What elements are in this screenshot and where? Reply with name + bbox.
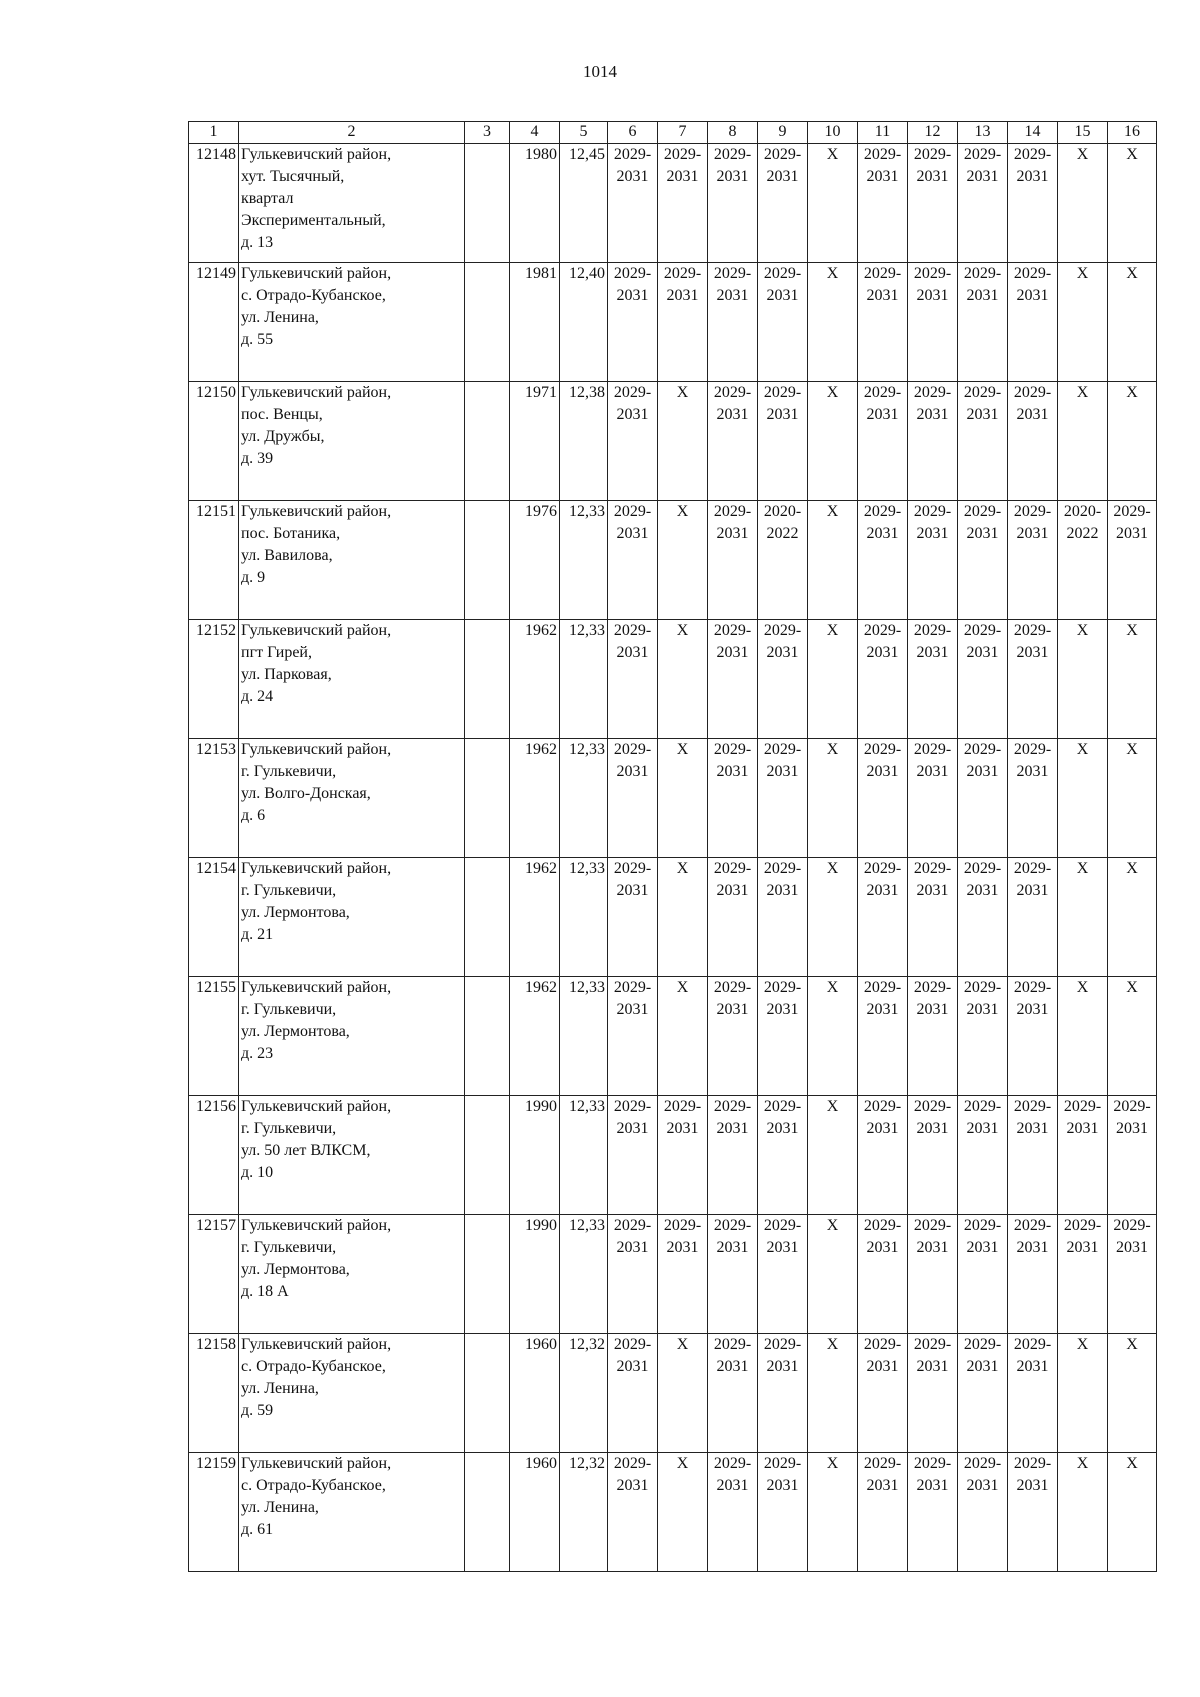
period-cell-c14: 2029- 2031 — [1008, 620, 1058, 739]
period-cell-c12: 2029- 2031 — [908, 1453, 958, 1572]
period-cell-c15: Х — [1058, 739, 1108, 858]
period-cell-c16: Х — [1108, 263, 1157, 382]
period-cell-c11: 2029- 2031 — [858, 501, 908, 620]
table-row — [189, 1096, 1157, 1215]
empty-cell — [465, 1334, 510, 1453]
year-cell: 1960 — [510, 1453, 560, 1572]
period-cell-c11: 2029- 2031 — [858, 382, 908, 501]
period-cell-c8: 2029- 2031 — [708, 1215, 758, 1334]
address-line: с. Отрадо-Кубанское, — [241, 1477, 386, 1494]
period-cell-c9: 2029- 2031 — [758, 1334, 808, 1453]
empty-cell — [465, 263, 510, 382]
address-cell — [239, 858, 465, 977]
address-line: Гулькевичский район, — [241, 265, 392, 282]
address-line: Гулькевичский район, — [241, 1098, 392, 1115]
period-cell-c10: Х — [808, 739, 858, 858]
period-cell-c11: 2029- 2031 — [858, 858, 908, 977]
period-cell-c6: 2029- 2031 — [608, 1334, 658, 1453]
period-cell-c15: Х — [1058, 263, 1108, 382]
period-cell-c6: 2029- 2031 — [608, 858, 658, 977]
period-cell-c6: 2029- 2031 — [608, 1096, 658, 1215]
value-cell: 12,33 — [560, 977, 608, 1096]
period-cell-c15: Х — [1058, 382, 1108, 501]
column-header-14: 14 — [1008, 122, 1058, 144]
column-header-2: 2 — [239, 122, 465, 144]
address-line: Гулькевичский район, — [241, 384, 392, 401]
address-line: ул. Вавилова, — [241, 547, 333, 564]
period-cell-c13: 2029- 2031 — [958, 1334, 1008, 1453]
address-cell — [239, 382, 465, 501]
address-line: г. Гулькевичи, — [241, 1239, 337, 1256]
period-cell-c11: 2029- 2031 — [858, 144, 908, 263]
year-cell: 1960 — [510, 1334, 560, 1453]
period-cell-c13: 2029- 2031 — [958, 1453, 1008, 1572]
column-header-10: 10 — [808, 122, 858, 144]
empty-cell — [465, 977, 510, 1096]
period-cell-c13: 2029- 2031 — [958, 1215, 1008, 1334]
record-number: 12152 — [189, 620, 239, 739]
period-cell-c15: Х — [1058, 858, 1108, 977]
record-number: 12151 — [189, 501, 239, 620]
column-header-4: 4 — [510, 122, 560, 144]
period-cell-c10: Х — [808, 501, 858, 620]
table-row — [189, 263, 1157, 382]
period-cell-c9: 2029- 2031 — [758, 739, 808, 858]
column-header-7: 7 — [658, 122, 708, 144]
period-cell-c14: 2029- 2031 — [1008, 1453, 1058, 1572]
period-cell-c10: Х — [808, 1215, 858, 1334]
year-cell: 1962 — [510, 858, 560, 977]
period-cell-c11: 2029- 2031 — [858, 620, 908, 739]
address-line: ул. Волго-Донская, — [241, 785, 371, 802]
period-cell-c7: 2029- 2031 — [658, 263, 708, 382]
empty-cell — [465, 144, 510, 263]
address-line: г. Гулькевичи, — [241, 1120, 337, 1137]
record-number: 12156 — [189, 1096, 239, 1215]
year-cell: 1971 — [510, 382, 560, 501]
period-cell-c14: 2029- 2031 — [1008, 263, 1058, 382]
period-cell-c14: 2029- 2031 — [1008, 1215, 1058, 1334]
period-cell-c9: 2029- 2031 — [758, 1215, 808, 1334]
address-cell — [239, 501, 465, 620]
period-cell-c9: 2029- 2031 — [758, 1096, 808, 1215]
period-cell-c12: 2029- 2031 — [908, 501, 958, 620]
period-cell-c10: Х — [808, 1453, 858, 1572]
value-cell: 12,38 — [560, 382, 608, 501]
period-cell-c8: 2029- 2031 — [708, 1453, 758, 1572]
empty-cell — [465, 739, 510, 858]
period-cell-c11: 2029- 2031 — [858, 1453, 908, 1572]
period-cell-c12: 2029- 2031 — [908, 263, 958, 382]
address-line: хут. Тысячный, — [241, 168, 345, 185]
period-cell-c9: 2029- 2031 — [758, 620, 808, 739]
value-cell: 12,33 — [560, 1215, 608, 1334]
period-cell-c7: Х — [658, 382, 708, 501]
year-cell: 1976 — [510, 501, 560, 620]
period-cell-c9: 2029- 2031 — [758, 382, 808, 501]
period-cell-c7: 2029- 2031 — [658, 144, 708, 263]
period-cell-c8: 2029- 2031 — [708, 501, 758, 620]
period-cell-c16: Х — [1108, 739, 1157, 858]
record-number: 12153 — [189, 739, 239, 858]
column-header-12: 12 — [908, 122, 958, 144]
period-cell-c14: 2029- 2031 — [1008, 858, 1058, 977]
period-cell-c6: 2029- 2031 — [608, 620, 658, 739]
empty-cell — [465, 382, 510, 501]
table-row — [189, 501, 1157, 620]
address-line: д. 61 — [241, 1521, 274, 1538]
year-cell: 1990 — [510, 1096, 560, 1215]
column-header-5: 5 — [560, 122, 608, 144]
record-number: 12150 — [189, 382, 239, 501]
column-header-11: 11 — [858, 122, 908, 144]
column-header-6: 6 — [608, 122, 658, 144]
period-cell-c13: 2029- 2031 — [958, 858, 1008, 977]
column-header-13: 13 — [958, 122, 1008, 144]
period-cell-c12: 2029- 2031 — [908, 1096, 958, 1215]
period-cell-c15: 2020- 2022 — [1058, 501, 1108, 620]
period-cell-c10: Х — [808, 263, 858, 382]
value-cell: 12,33 — [560, 739, 608, 858]
address-line: пос. Венцы, — [241, 406, 323, 423]
period-cell-c16: 2029- 2031 — [1108, 501, 1157, 620]
period-cell-c14: 2029- 2031 — [1008, 144, 1058, 263]
period-cell-c6: 2029- 2031 — [608, 739, 658, 858]
period-cell-c16: Х — [1108, 1453, 1157, 1572]
value-cell: 12,32 — [560, 1334, 608, 1453]
period-cell-c6: 2029- 2031 — [608, 144, 658, 263]
value-cell: 12,33 — [560, 620, 608, 739]
period-cell-c13: 2029- 2031 — [958, 739, 1008, 858]
period-cell-c7: Х — [658, 1453, 708, 1572]
period-cell-c8: 2029- 2031 — [708, 1096, 758, 1215]
address-line: д. 9 — [241, 569, 266, 586]
period-cell-c12: 2029- 2031 — [908, 1215, 958, 1334]
value-cell: 12,45 — [560, 144, 608, 263]
period-cell-c12: 2029- 2031 — [908, 1334, 958, 1453]
address-line: г. Гулькевичи, — [241, 882, 337, 899]
period-cell-c13: 2029- 2031 — [958, 977, 1008, 1096]
period-cell-c8: 2029- 2031 — [708, 620, 758, 739]
value-cell: 12,40 — [560, 263, 608, 382]
record-number: 12154 — [189, 858, 239, 977]
address-cell — [239, 1215, 465, 1334]
column-header-9: 9 — [758, 122, 808, 144]
period-cell-c10: Х — [808, 977, 858, 1096]
address-line: пос. Ботаника, — [241, 525, 341, 542]
column-header-1: 1 — [189, 122, 239, 144]
period-cell-c16: Х — [1108, 858, 1157, 977]
period-cell-c15: Х — [1058, 144, 1108, 263]
address-line: Гулькевичский район, — [241, 503, 392, 520]
address-line: д. 6 — [241, 807, 266, 824]
address-line: Гулькевичский район, — [241, 1217, 392, 1234]
record-number: 12158 — [189, 1334, 239, 1453]
period-cell-c8: 2029- 2031 — [708, 144, 758, 263]
address-cell — [239, 739, 465, 858]
period-cell-c11: 2029- 2031 — [858, 1334, 908, 1453]
address-line: ул. Лермонтова, — [241, 1023, 350, 1040]
address-line: ул. Ленина, — [241, 1380, 319, 1397]
address-line: Экспериментальный, — [241, 212, 386, 229]
period-cell-c15: Х — [1058, 977, 1108, 1096]
year-cell: 1990 — [510, 1215, 560, 1334]
period-cell-c12: 2029- 2031 — [908, 858, 958, 977]
address-line: Гулькевичский район, — [241, 1455, 392, 1472]
period-cell-c13: 2029- 2031 — [958, 620, 1008, 739]
address-line: ул. Ленина, — [241, 1499, 319, 1516]
table-row — [189, 1453, 1157, 1572]
period-cell-c15: 2029- 2031 — [1058, 1215, 1108, 1334]
period-cell-c11: 2029- 2031 — [858, 263, 908, 382]
period-cell-c7: Х — [658, 501, 708, 620]
period-cell-c13: 2029- 2031 — [958, 144, 1008, 263]
table-row — [189, 1334, 1157, 1453]
address-line: Гулькевичский район, — [241, 741, 392, 758]
address-line: г. Гулькевичи, — [241, 1001, 337, 1018]
period-cell-c7: Х — [658, 977, 708, 1096]
period-cell-c12: 2029- 2031 — [908, 620, 958, 739]
address-line: д. 59 — [241, 1402, 274, 1419]
period-cell-c7: Х — [658, 1334, 708, 1453]
empty-cell — [465, 1215, 510, 1334]
period-cell-c9: 2029- 2031 — [758, 144, 808, 263]
empty-cell — [465, 501, 510, 620]
period-cell-c9: 2029- 2031 — [758, 1453, 808, 1572]
period-cell-c10: Х — [808, 858, 858, 977]
period-cell-c10: Х — [808, 620, 858, 739]
address-line: Гулькевичский район, — [241, 146, 392, 163]
period-cell-c14: 2029- 2031 — [1008, 739, 1058, 858]
address-cell — [239, 1334, 465, 1453]
period-cell-c12: 2029- 2031 — [908, 977, 958, 1096]
period-cell-c11: 2029- 2031 — [858, 739, 908, 858]
record-number: 12149 — [189, 263, 239, 382]
period-cell-c9: 2029- 2031 — [758, 858, 808, 977]
address-line: д. 18 А — [241, 1283, 289, 1300]
period-cell-c12: 2029- 2031 — [908, 382, 958, 501]
address-line: д. 39 — [241, 450, 274, 467]
period-cell-c7: Х — [658, 858, 708, 977]
period-cell-c8: 2029- 2031 — [708, 977, 758, 1096]
period-cell-c10: Х — [808, 1096, 858, 1215]
period-cell-c14: 2029- 2031 — [1008, 1096, 1058, 1215]
period-cell-c6: 2029- 2031 — [608, 1453, 658, 1572]
empty-cell — [465, 620, 510, 739]
period-cell-c16: 2029- 2031 — [1108, 1215, 1157, 1334]
period-cell-c14: 2029- 2031 — [1008, 1334, 1058, 1453]
value-cell: 12,32 — [560, 1453, 608, 1572]
period-cell-c14: 2029- 2031 — [1008, 501, 1058, 620]
period-cell-c6: 2029- 2031 — [608, 263, 658, 382]
record-number: 12157 — [189, 1215, 239, 1334]
address-line: пгт Гирей, — [241, 644, 312, 661]
period-cell-c7: Х — [658, 739, 708, 858]
year-cell: 1962 — [510, 977, 560, 1096]
header-row — [189, 122, 1157, 144]
period-cell-c16: 2029- 2031 — [1108, 1096, 1157, 1215]
period-cell-c9: 2029- 2031 — [758, 977, 808, 1096]
year-cell: 1962 — [510, 620, 560, 739]
address-line: Гулькевичский район, — [241, 860, 392, 877]
housing-register-table — [188, 121, 1157, 1572]
period-cell-c10: Х — [808, 144, 858, 263]
address-line: ул. Парковая, — [241, 666, 332, 683]
period-cell-c7: 2029- 2031 — [658, 1096, 708, 1215]
address-line: Гулькевичский район, — [241, 622, 392, 639]
address-line: ул. 50 лет ВЛКСМ, — [241, 1142, 371, 1159]
value-cell: 12,33 — [560, 501, 608, 620]
empty-cell — [465, 1096, 510, 1215]
address-cell — [239, 1096, 465, 1215]
address-line: д. 13 — [241, 234, 274, 251]
period-cell-c9: 2020- 2022 — [758, 501, 808, 620]
year-cell: 1962 — [510, 739, 560, 858]
period-cell-c10: Х — [808, 382, 858, 501]
record-number: 12148 — [189, 144, 239, 263]
address-line: д. 21 — [241, 926, 274, 943]
period-cell-c11: 2029- 2031 — [858, 1096, 908, 1215]
address-cell — [239, 263, 465, 382]
period-cell-c8: 2029- 2031 — [708, 1334, 758, 1453]
period-cell-c9: 2029- 2031 — [758, 263, 808, 382]
period-cell-c8: 2029- 2031 — [708, 382, 758, 501]
address-line: ул. Ленина, — [241, 309, 319, 326]
table-row — [189, 620, 1157, 739]
period-cell-c15: 2029- 2031 — [1058, 1096, 1108, 1215]
address-line: д. 24 — [241, 688, 274, 705]
address-line: квартал — [241, 190, 294, 207]
period-cell-c7: 2029- 2031 — [658, 1215, 708, 1334]
record-number: 12159 — [189, 1453, 239, 1572]
table-row — [189, 739, 1157, 858]
period-cell-c6: 2029- 2031 — [608, 382, 658, 501]
period-cell-c16: Х — [1108, 977, 1157, 1096]
period-cell-c8: 2029- 2031 — [708, 263, 758, 382]
address-line: ул. Лермонтова, — [241, 904, 350, 921]
period-cell-c13: 2029- 2031 — [958, 501, 1008, 620]
table-row — [189, 144, 1157, 263]
period-cell-c12: 2029- 2031 — [908, 739, 958, 858]
address-line: Гулькевичский район, — [241, 1336, 392, 1353]
period-cell-c15: Х — [1058, 1453, 1108, 1572]
column-header-8: 8 — [708, 122, 758, 144]
year-cell: 1980 — [510, 144, 560, 263]
period-cell-c10: Х — [808, 1334, 858, 1453]
address-line: с. Отрадо-Кубанское, — [241, 287, 386, 304]
period-cell-c16: Х — [1108, 1334, 1157, 1453]
period-cell-c12: 2029- 2031 — [908, 144, 958, 263]
address-cell — [239, 620, 465, 739]
table-row — [189, 382, 1157, 501]
table-row — [189, 858, 1157, 977]
address-line: д. 23 — [241, 1045, 274, 1062]
period-cell-c6: 2029- 2031 — [608, 501, 658, 620]
period-cell-c15: Х — [1058, 1334, 1108, 1453]
period-cell-c15: Х — [1058, 620, 1108, 739]
address-line: д. 55 — [241, 331, 274, 348]
column-header-15: 15 — [1058, 122, 1108, 144]
period-cell-c13: 2029- 2031 — [958, 1096, 1008, 1215]
period-cell-c6: 2029- 2031 — [608, 977, 658, 1096]
address-line: г. Гулькевичи, — [241, 763, 337, 780]
empty-cell — [465, 1453, 510, 1572]
value-cell: 12,33 — [560, 1096, 608, 1215]
address-cell — [239, 1453, 465, 1572]
empty-cell — [465, 858, 510, 977]
table-row — [189, 977, 1157, 1096]
address-line: д. 10 — [241, 1164, 274, 1181]
column-header-3: 3 — [465, 122, 510, 144]
address-line: с. Отрадо-Кубанское, — [241, 1358, 386, 1375]
period-cell-c16: Х — [1108, 620, 1157, 739]
address-line: Гулькевичский район, — [241, 979, 392, 996]
period-cell-c14: 2029- 2031 — [1008, 382, 1058, 501]
period-cell-c14: 2029- 2031 — [1008, 977, 1058, 1096]
year-cell: 1981 — [510, 263, 560, 382]
period-cell-c16: Х — [1108, 144, 1157, 263]
column-header-16: 16 — [1108, 122, 1157, 144]
period-cell-c6: 2029- 2031 — [608, 1215, 658, 1334]
period-cell-c11: 2029- 2031 — [858, 977, 908, 1096]
table-row — [189, 1215, 1157, 1334]
period-cell-c13: 2029- 2031 — [958, 263, 1008, 382]
period-cell-c8: 2029- 2031 — [708, 739, 758, 858]
period-cell-c13: 2029- 2031 — [958, 382, 1008, 501]
address-line: ул. Дружбы, — [241, 428, 325, 445]
address-cell — [239, 144, 465, 263]
page-number: 1014 — [583, 62, 617, 81]
address-cell — [239, 977, 465, 1096]
value-cell: 12,33 — [560, 858, 608, 977]
period-cell-c8: 2029- 2031 — [708, 858, 758, 977]
period-cell-c11: 2029- 2031 — [858, 1215, 908, 1334]
period-cell-c16: Х — [1108, 382, 1157, 501]
record-number: 12155 — [189, 977, 239, 1096]
period-cell-c7: Х — [658, 620, 708, 739]
address-line: ул. Лермонтова, — [241, 1261, 350, 1278]
